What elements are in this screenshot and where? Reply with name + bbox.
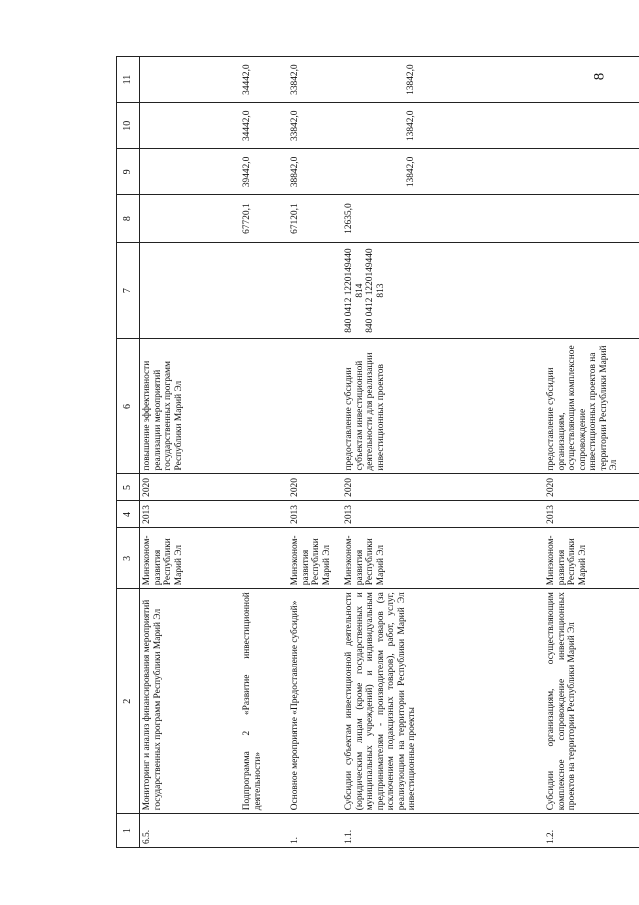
measure-name: Субсидии организациям, осуществляющим комплексное сопровождение инвестиционных проектов на территории Республики Марий Эл <box>544 589 639 814</box>
value-col-8: 12635,0 <box>342 195 544 242</box>
value-col-10: 13842,0 <box>342 103 544 149</box>
header-col-4: 4 <box>117 501 140 528</box>
budget-code <box>288 242 342 339</box>
table-row <box>240 57 288 848</box>
start-year <box>240 501 288 528</box>
table-row <box>288 57 342 848</box>
value-col-10: 33842,0 <box>288 103 342 149</box>
header-col-6: 6 <box>117 339 140 474</box>
executor <box>240 528 288 589</box>
executor: Минэконом-развития Республики Марий Эл <box>544 528 639 589</box>
end-year: 2020 <box>140 474 241 501</box>
expected-result: повышение эффективности реализации мероприятий государственных программ Республики Марий Эл <box>140 339 241 474</box>
start-year: 2013 <box>342 501 544 528</box>
header-row <box>117 57 140 848</box>
measure-name: Подпрограмма 2 «Развитие инвестиционной деятельности» <box>240 589 288 814</box>
header-col-2: 2 <box>117 589 140 814</box>
budget-code-2: 840 0412 1220149440 813 <box>365 248 386 333</box>
value-col-9: 39442,0 <box>240 149 288 195</box>
header-col-3: 3 <box>117 528 140 589</box>
value-col-11 <box>140 57 241 103</box>
value-col-8 <box>140 195 241 242</box>
row-number: 1. <box>288 814 342 848</box>
expected-result: предоставление субсидии организациям, осуществляющим комплексное сопровождение инвестиционных проектов на территории Республики Марий Эл <box>544 339 639 474</box>
value-col-9: 13842,0 <box>342 149 544 195</box>
row-number: 6.5. <box>140 814 241 848</box>
value-col-8: 67720,1 <box>240 195 288 242</box>
budget-code <box>544 242 639 339</box>
header-col-10: 10 <box>117 103 140 149</box>
executor: Минэконом-развития Республики Марий Эл <box>140 528 241 589</box>
measure-name: Основное мероприятие «Предоставление субсидий» <box>288 589 342 814</box>
program-table <box>116 56 639 848</box>
end-year <box>240 474 288 501</box>
expected-result <box>288 339 342 474</box>
measure-name: Субсидии субъектам инвестиционной деятельности (юридическим лицам (кроме государственных и муниципальных учреждений) и индивидуальным предпринимателям - производителям товаров (за исключением подакцизных товаров), работ, услуг, реализующим на территории Республики Марий Эл инвестиционные проекты <box>342 589 544 814</box>
start-year: 2013 <box>544 501 639 528</box>
end-year: 2020 <box>342 474 544 501</box>
end-year: 2020 <box>288 474 342 501</box>
value-col-11: 34442,0 <box>240 57 288 103</box>
header-col-11: 11 <box>117 57 140 103</box>
budget-code <box>240 242 288 339</box>
value-col-10 <box>544 103 639 149</box>
value-col-10 <box>140 103 241 149</box>
row-number: 1.1. <box>342 814 544 848</box>
budget-code <box>342 242 544 339</box>
value-col-9 <box>544 149 639 195</box>
table-row <box>140 57 241 848</box>
expected-result <box>240 339 288 474</box>
value-col-11: 33842,0 <box>288 57 342 103</box>
end-year: 2020 <box>544 474 639 501</box>
header-col-8: 8 <box>117 195 140 242</box>
start-year: 2013 <box>288 501 342 528</box>
value-col-8: 67120,1 <box>288 195 342 242</box>
budget-code-1: 840 0412 1220149440 814 <box>344 248 365 333</box>
budget-code <box>140 242 241 339</box>
rotated-table-container <box>116 56 620 848</box>
value-col-10: 34442,0 <box>240 103 288 149</box>
header-col-1: 1 <box>117 814 140 848</box>
start-year: 2013 <box>140 501 241 528</box>
table-row <box>342 57 544 848</box>
value-col-11: 13842,0 <box>342 57 544 103</box>
row-number <box>240 814 288 848</box>
header-col-7: 7 <box>117 242 140 339</box>
value-col-9: 38842,0 <box>288 149 342 195</box>
table-row <box>544 57 639 848</box>
header-col-5: 5 <box>117 474 140 501</box>
page-number: 8 <box>591 72 608 81</box>
header-col-9: 9 <box>117 149 140 195</box>
row-number: 1.2. <box>544 814 639 848</box>
value-col-11 <box>544 57 639 103</box>
measure-name: Мониторинг и анализ финансирования мероприятий государственных программ Республики Марий Эл <box>140 589 241 814</box>
expected-result: предоставление субсидии субъектам инвестиционной деятельности для реализации инвестиционных проектов <box>342 339 544 474</box>
value-col-9 <box>140 149 241 195</box>
executor: Минэконом-развития Республики Марий Эл <box>342 528 544 589</box>
executor: Минэконом-развития Республики Марий Эл <box>288 528 342 589</box>
value-col-8 <box>544 195 639 242</box>
